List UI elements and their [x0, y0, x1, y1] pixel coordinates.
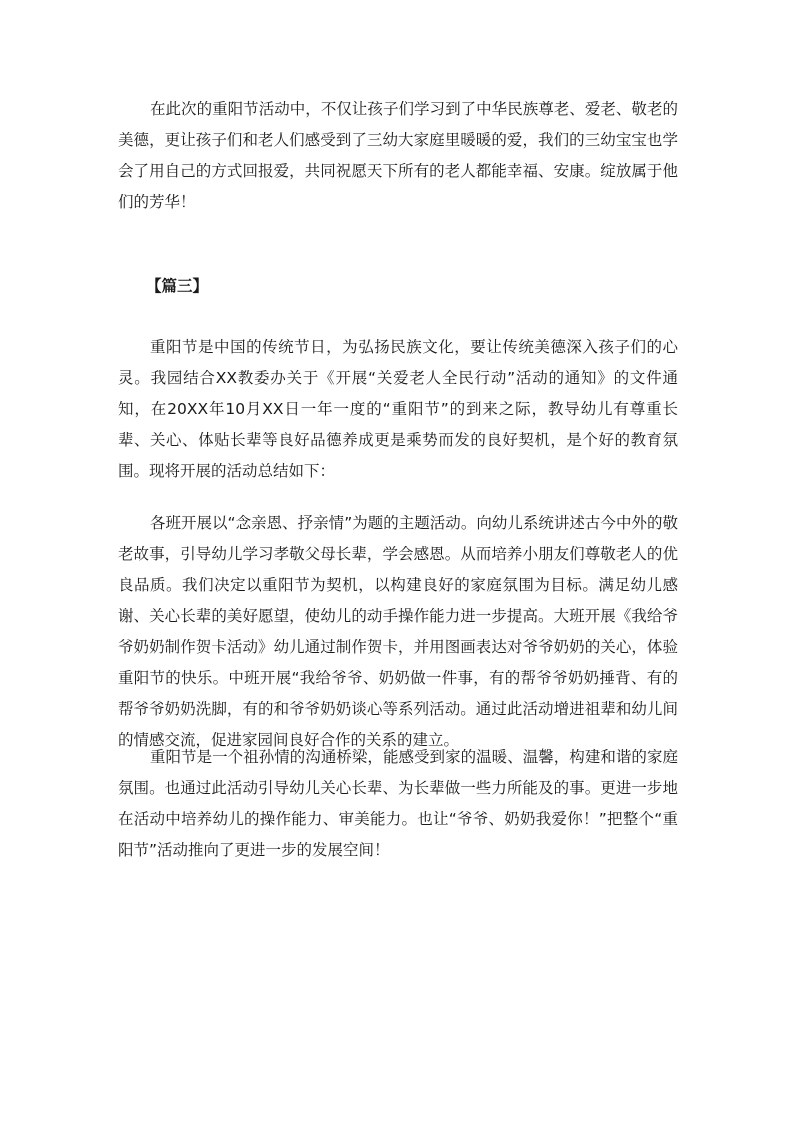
section-heading: 【篇三】: [146, 277, 209, 295]
paragraph-intro: 重阳节是中国的传统节日，为弘扬民族文化，要让传统美德深入孩子们的心灵。我园结合XX教委办关于《开展“关爱老人全民行动”活动的通知》的文件通知，在20XX年10月XX日一年一度的“重阳节”的到来之际，教导幼儿有尊重长辈、关心、体贴长辈等良好品德养成更是乘势而发的良好契机，是个好的教育氛围。现将开展的活动总结如下：: [118, 338, 678, 480]
paragraph-conclusion: 重阳节是一个祖孙情的沟通桥梁，能感受到家的温暖、温馨，构建和谐的家庭氛围。也通过此活动引导幼儿关心长辈、为长辈做一些力所能及的事。更进一步地在活动中培养幼儿的操作能力、审美能力。也让“爷爷、奶奶我爱你！”把整个“重阳节”活动推向了更进一步的发展空间！: [118, 748, 678, 859]
paragraph-closing-previous: 在此次的重阳节活动中，不仅让孩子们学习到了中华民族尊老、爱老、敬老的美德，更让孩子们和老人们感受到了三幼大家庭里暖暖的爱，我们的三幼宝宝也学会了用自己的方式回报爱，共同祝愿天下所有的老人都能幸福、安康。绽放属于他们的芳华！: [118, 100, 678, 211]
paragraph-activities: 各班开展以“念亲恩、抒亲情”为题的主题活动。向幼儿系统讲述古今中外的敬老故事，引导幼儿学习孝敬父母长辈，学会感恩。从而培养小朋友们尊敬老人的优良品质。我们决定以重阳节为契机，以构建良好的家庭氛围为目标。满足幼儿感谢、关心长辈的美好愿望，使幼儿的动手操作能力进一步提高。大班开展《我给爷爷奶奶制作贺卡活动》幼儿通过制作贺卡，并用图画表达对爷爷奶奶的关心，体验重阳节的快乐。中班开展“我给爷爷、奶奶做一件事，有的帮爷爷奶奶捶背、有的帮爷爷奶奶洗脚，有的和爷爷奶奶谈心等系列活动。通过此活动增进祖辈和幼儿间的情感交流，促进家园间良好合作的关系的建立。: [118, 514, 678, 749]
